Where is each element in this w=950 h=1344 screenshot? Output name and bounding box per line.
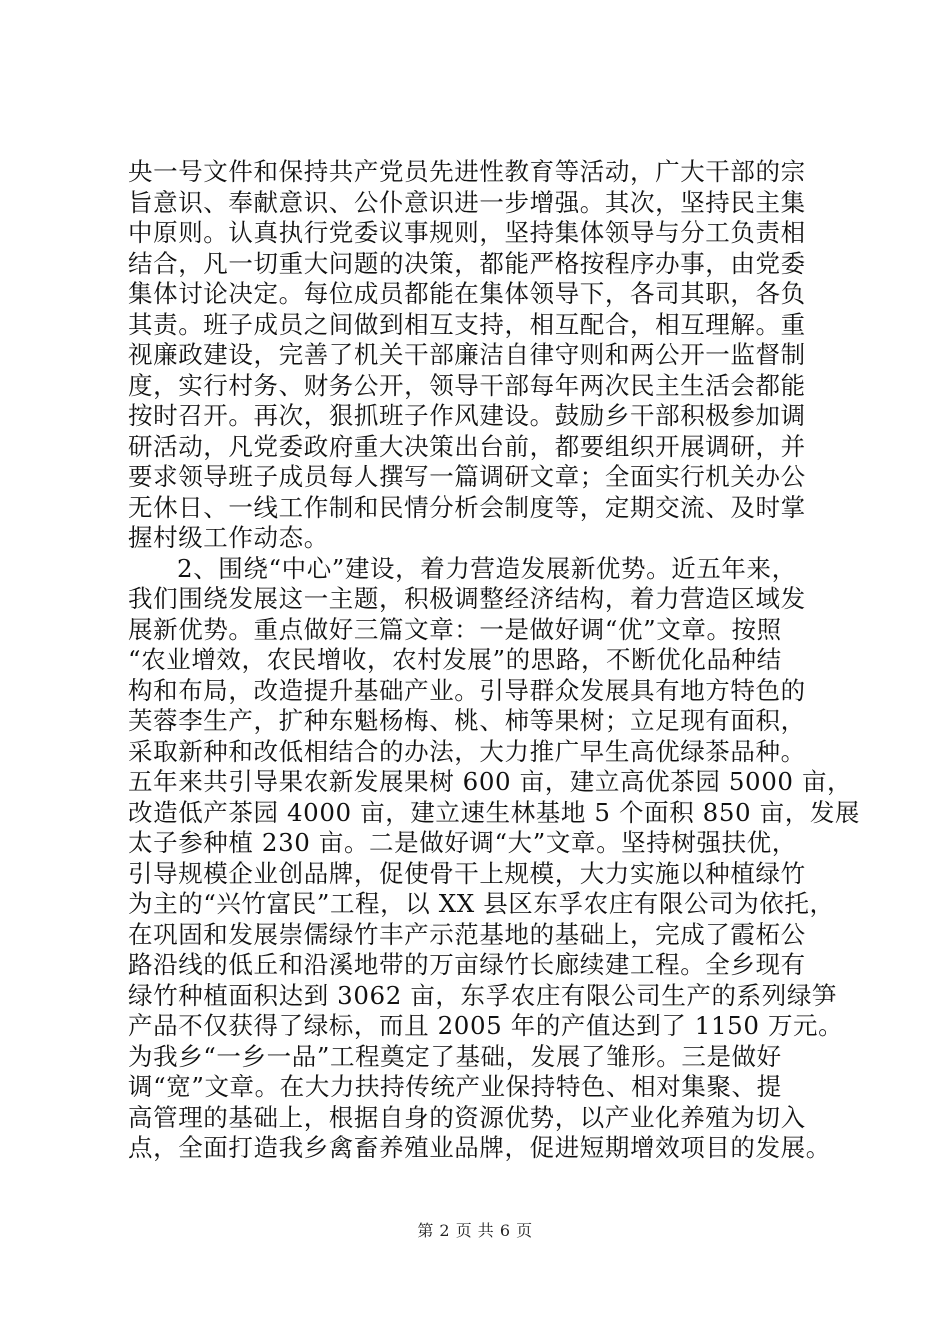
text-line: 展新优势。重点做好三篇文章：一是做好调“优”文章。按照 <box>128 614 782 644</box>
text-line: “农业增效，农民增收，农村发展”的思路，不断优化品种结 <box>128 645 782 674</box>
text-line: 央一号文件和保持共产党员先进性教育等活动，广大干部的宗 <box>128 157 806 186</box>
text-line: 调“宽”文章。在大力扶持传统产业保持特色、相对集聚、提 <box>128 1072 782 1101</box>
text-line: 构和布局，改造提升基础产业。引导群众发展具有地方特色的 <box>128 675 806 705</box>
text-line: 旨意识、奉献意识、公仆意识进一步增强。其次，坚持民主集 <box>128 187 806 217</box>
text-line: 高管理的基础上，根据自身的资源优势，以产业化养殖为切入 <box>128 1102 806 1132</box>
text-line: 要求领导班子成员每人撰写一篇调研文章；全面实行机关办公 <box>128 462 806 491</box>
text-line: 绿竹种植面积达到 3062 亩，东孚农庄有限公司生产的系列绿笋 <box>128 980 838 1010</box>
text-line: 结合，凡一切重大问题的决策，都能严格按程序办事，由党委 <box>128 248 806 278</box>
text-line: 路沿线的低丘和沿溪地带的万亩绿竹长廊续建工程。全乡现有 <box>128 950 806 979</box>
text-line: 点，全面打造我乡禽畜养殖业品牌，促进短期增效项目的发展。 <box>128 1133 831 1162</box>
text-line: 在巩固和发展崇儒绿竹丰产示范基地的基础上，完成了霞柘公 <box>128 919 806 949</box>
text-line: 度，实行村务、财务公开，领导干部每年两次民主生活会都能 <box>128 370 806 400</box>
text-line: 中原则。认真执行党委议事规则，坚持集体领导与分工负责相 <box>128 218 806 247</box>
text-line: 其责。班子成员之间做到相互支持，相互配合，相互理解。重 <box>128 309 806 339</box>
text-line: 为我乡“一乡一品”工程奠定了基础，发展了雏形。三是做好 <box>128 1041 782 1071</box>
text-line: 太子参种植 230 亩。二是做好调“大”文章。坚持树强扶优， <box>128 828 797 857</box>
text-line: 视廉政建设，完善了机关干部廉洁自律守则和两公开一监督制 <box>128 340 806 369</box>
page-footer: 第 2 页 共 6 页 <box>417 1221 533 1240</box>
paragraph-start-line: 2、围绕“中心”建设，着力营造发展新优势。近五年来， <box>177 553 797 583</box>
body-text <box>128 157 861 1164</box>
text-line: 引导规模企业创品牌，促使骨干上规模，大力实施以种植绿竹 <box>128 858 806 888</box>
text-line: 我们围绕发展这一主题，积极调整经济结构，着力营造区域发 <box>128 584 806 613</box>
text-line: 为主的“兴竹富民”工程，以 XX 县区东孚农庄有限公司为依托， <box>128 889 835 918</box>
text-line: 按时召开。再次，狠抓班子作风建设。鼓励乡干部积极参加调 <box>128 401 806 430</box>
text-line: 五年来共引导果农新发展果树 600 亩，建立高优茶园 5000 亩， <box>128 767 853 796</box>
text-line: 产品不仅获得了绿标，而且 2005 年的产值达到了 1150 万元。 <box>128 1011 844 1040</box>
text-line: 无休日、一线工作制和民情分析会制度等，定期交流、及时掌 <box>128 492 806 522</box>
text-line: 芙蓉李生产，扩种东魁杨梅、桃、柿等果树；立足现有面积， <box>128 706 806 735</box>
text-line: 采取新种和改低相结合的办法，大力推广早生高优绿茶品种。 <box>128 736 806 766</box>
text-line: 集体讨论决定。每位成员都能在集体领导下，各司其职，各负 <box>128 279 806 308</box>
text-line: 改造低产茶园 4000 亩，建立速生林基地 5 个面积 850 亩，发展 <box>128 797 861 827</box>
text-line: 研活动，凡党委政府重大决策出台前，都要组织开展调研，并 <box>128 431 806 461</box>
text-line: 握村级工作动态。 <box>128 523 329 552</box>
